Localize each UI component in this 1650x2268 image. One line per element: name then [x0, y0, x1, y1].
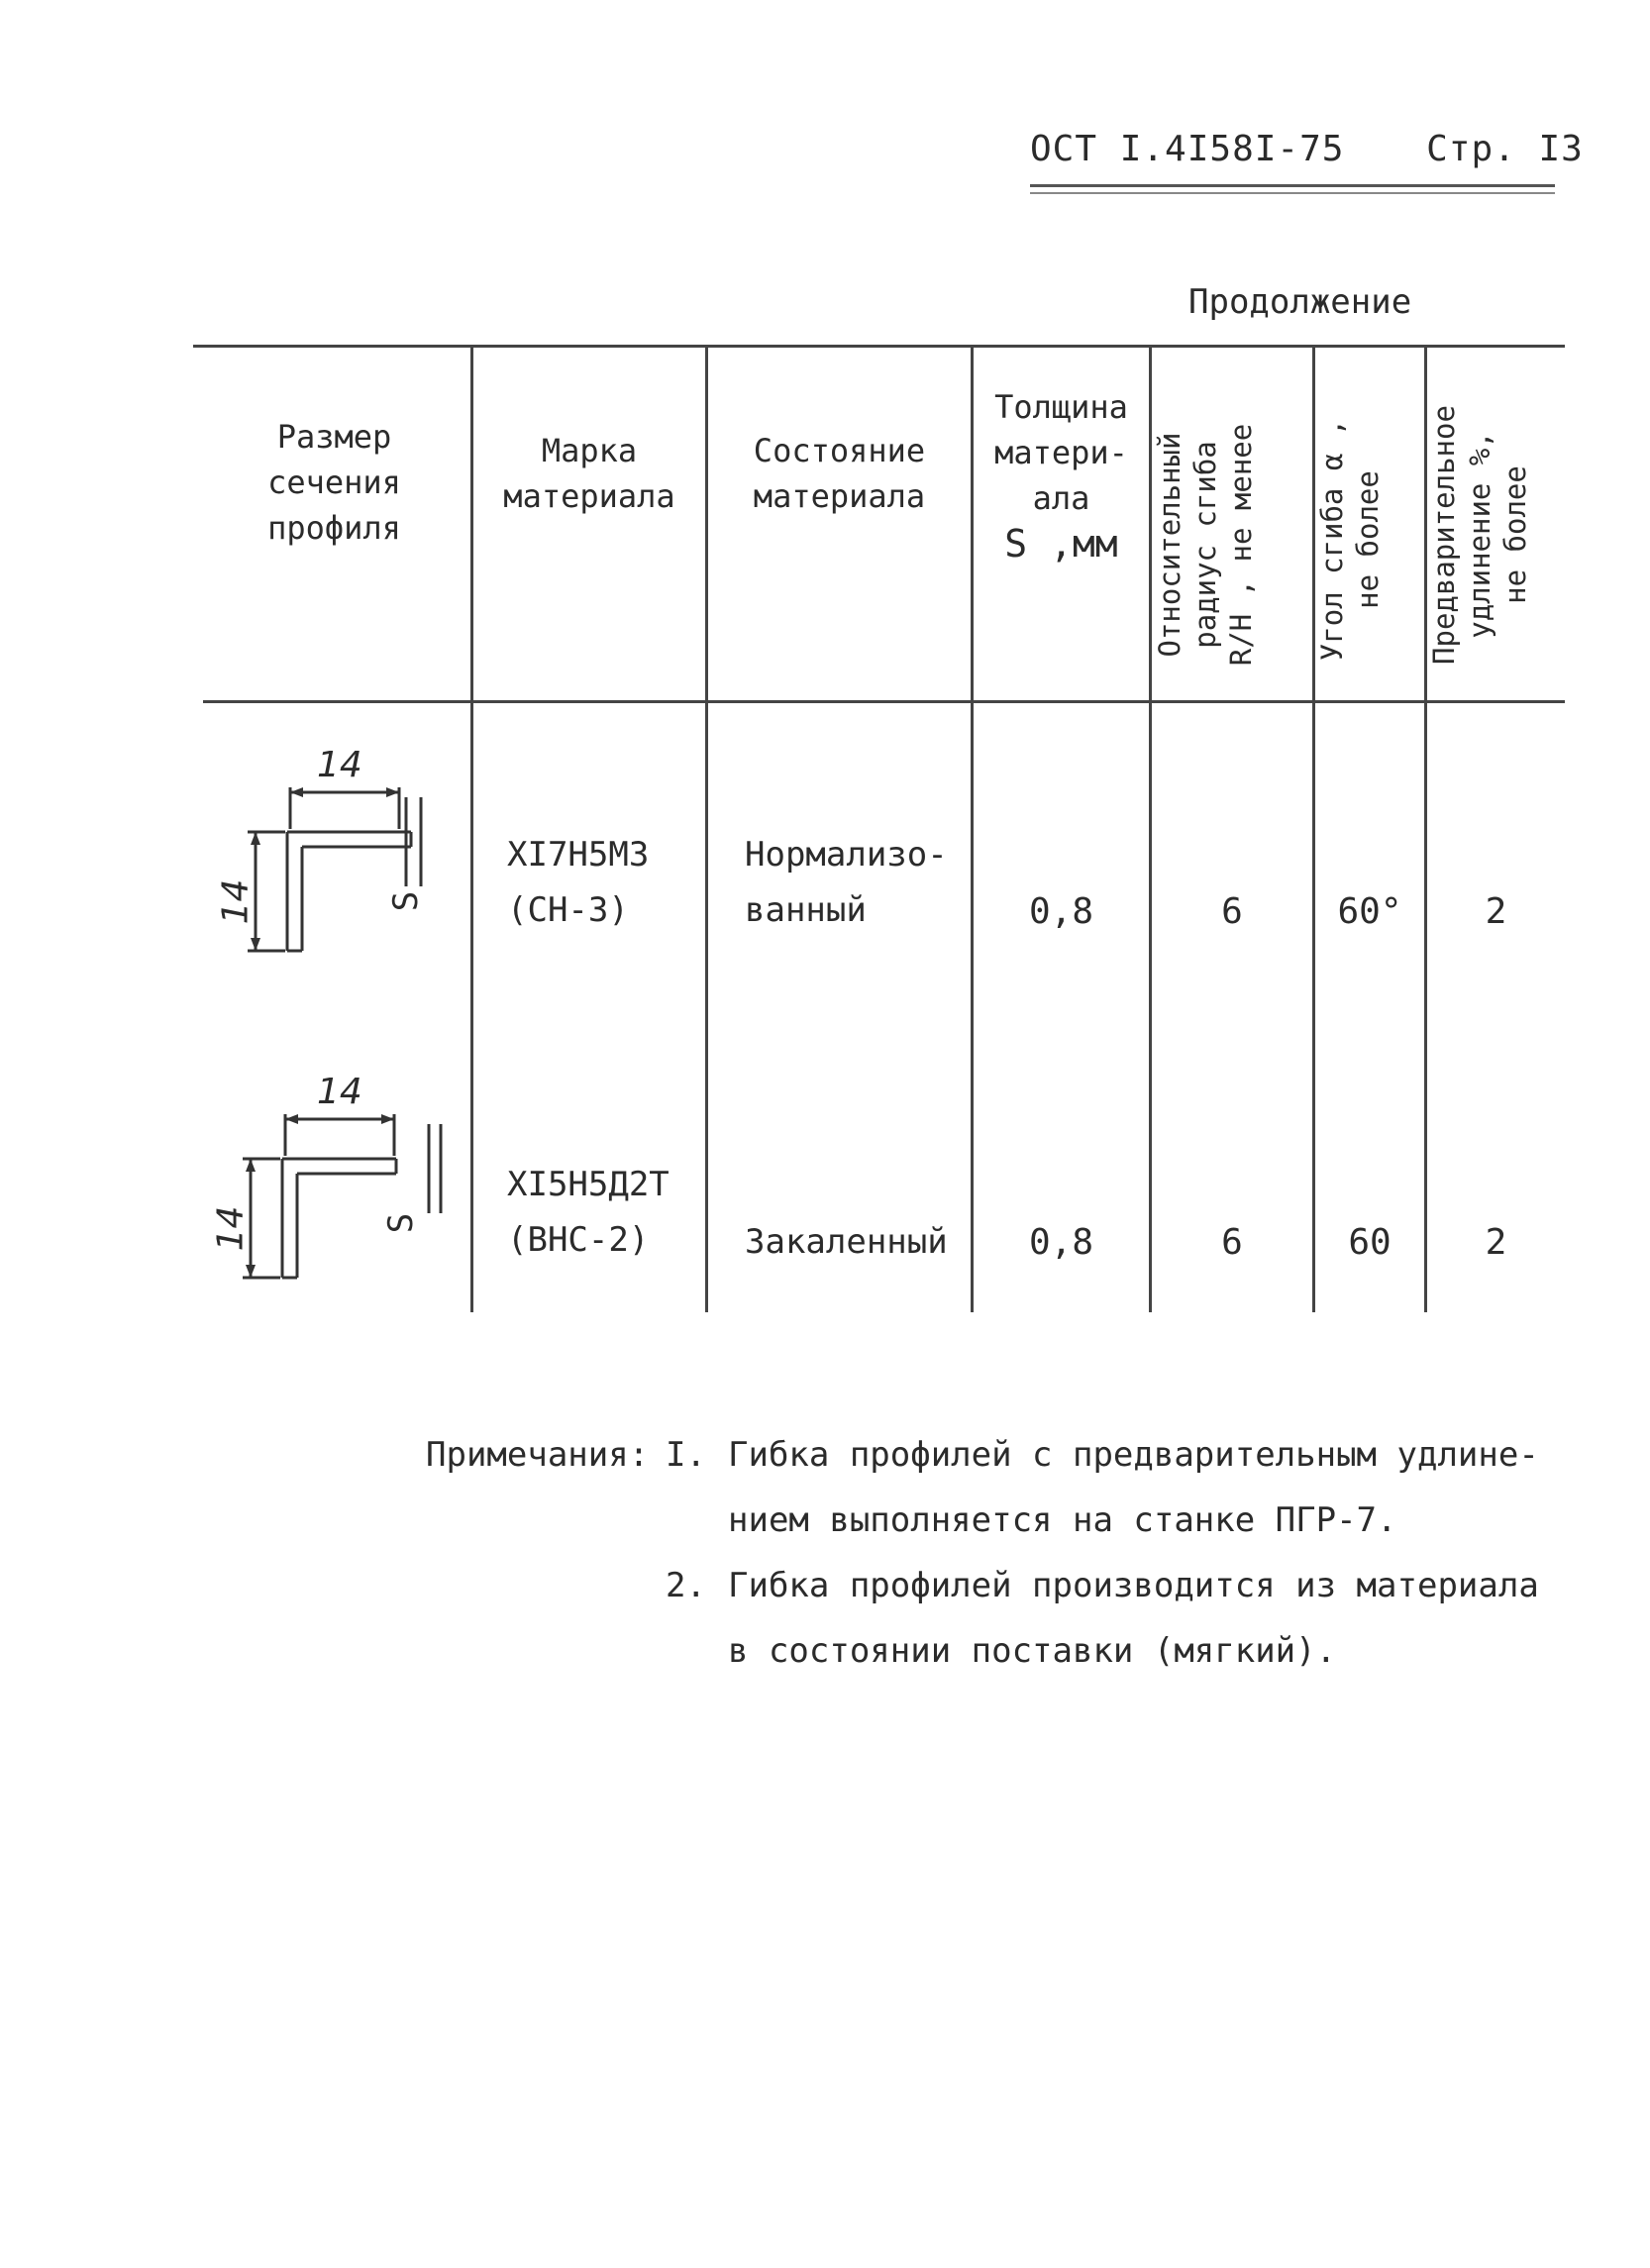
header-pre-elongation [1426, 366, 1565, 703]
note-text [728, 1553, 1539, 1684]
table-top-border [193, 345, 1565, 348]
material-grade [507, 1157, 670, 1268]
header-line: S ,мм [1004, 522, 1118, 566]
header-bend-angle [1314, 371, 1423, 708]
angle-value: 60° [1337, 891, 1402, 932]
header-line: сечения [267, 464, 401, 501]
profile-width-label: 14 [317, 745, 362, 785]
header-line: удлинение %, [1463, 431, 1496, 639]
angle-value: 60 [1348, 1222, 1392, 1263]
header-line: материала [503, 477, 675, 515]
header-line: Предварительное [1427, 405, 1461, 665]
header-line: Относительный [1153, 432, 1186, 658]
material-state [745, 1214, 948, 1270]
header-line: материала [753, 477, 926, 515]
radius-value: 6 [1221, 891, 1243, 932]
page-number: Стр. I3 [1426, 129, 1584, 169]
header-line: ала [1032, 479, 1090, 517]
document-number: ОСТ I.4I58I-75 [1030, 129, 1345, 169]
header-profile-size [203, 414, 465, 551]
note-line: Гибка профилей с предварительным удлине- [728, 1435, 1539, 1475]
header-line: Толщина [994, 388, 1128, 426]
header-relative-radius [1152, 376, 1310, 713]
profile-thickness-label: S [381, 1212, 422, 1234]
profile-thickness-label: S [386, 890, 427, 912]
grade-line: XI7H5M3 [507, 835, 650, 875]
header-line: не более [1498, 465, 1532, 604]
header-line: R/H , не менее [1224, 423, 1258, 667]
thickness-value: 0,8 [1028, 1222, 1094, 1263]
header-line: Состояние [753, 432, 926, 469]
note-text [728, 1422, 1539, 1553]
note-line: нием выполняется на станке ПГР-7. [728, 1500, 1397, 1540]
header-line: не более [1351, 470, 1385, 609]
header-material-grade [473, 428, 705, 519]
grade-line: (BHC-2) [507, 1220, 650, 1260]
profile-width-label: 14 [317, 1072, 362, 1112]
continuation-label: Продолжение [1188, 282, 1412, 322]
header-material-state [708, 428, 971, 519]
grade-line: XI5H5Д2T [507, 1165, 670, 1204]
material-state [745, 827, 948, 938]
grade-line: (CH-3) [507, 890, 629, 930]
header-line: Угол сгиба α , [1315, 418, 1349, 662]
note-number: 2. [666, 1566, 706, 1605]
elongation-value: 2 [1485, 1222, 1507, 1263]
radius-value: 6 [1221, 1222, 1243, 1263]
document-header [1030, 129, 1584, 169]
profile-height-label: 14 [210, 1205, 252, 1252]
note-line: Гибка профилей производится из материала [728, 1566, 1539, 1605]
note-number: I. [666, 1435, 706, 1475]
header-thickness [974, 384, 1149, 567]
state-line: Закаленный [745, 1222, 948, 1262]
header-line: Размер [276, 418, 392, 456]
material-grade [507, 827, 649, 938]
header-line: радиус сгиба [1188, 441, 1222, 649]
note-line: в состоянии поставки (мягкий). [728, 1631, 1337, 1671]
notes-label: Примечания: [426, 1435, 650, 1475]
header-line: профиля [267, 509, 401, 547]
header-underline [1030, 184, 1555, 187]
state-line: Нормализо- [745, 835, 948, 875]
state-line: ванный [745, 890, 867, 930]
header-line: Марка [541, 432, 638, 469]
header-underline-second [1030, 192, 1555, 194]
header-line: матери- [994, 434, 1128, 471]
thickness-value: 0,8 [1028, 891, 1094, 932]
profile-height-label: 14 [215, 878, 257, 925]
elongation-value: 2 [1485, 891, 1507, 932]
